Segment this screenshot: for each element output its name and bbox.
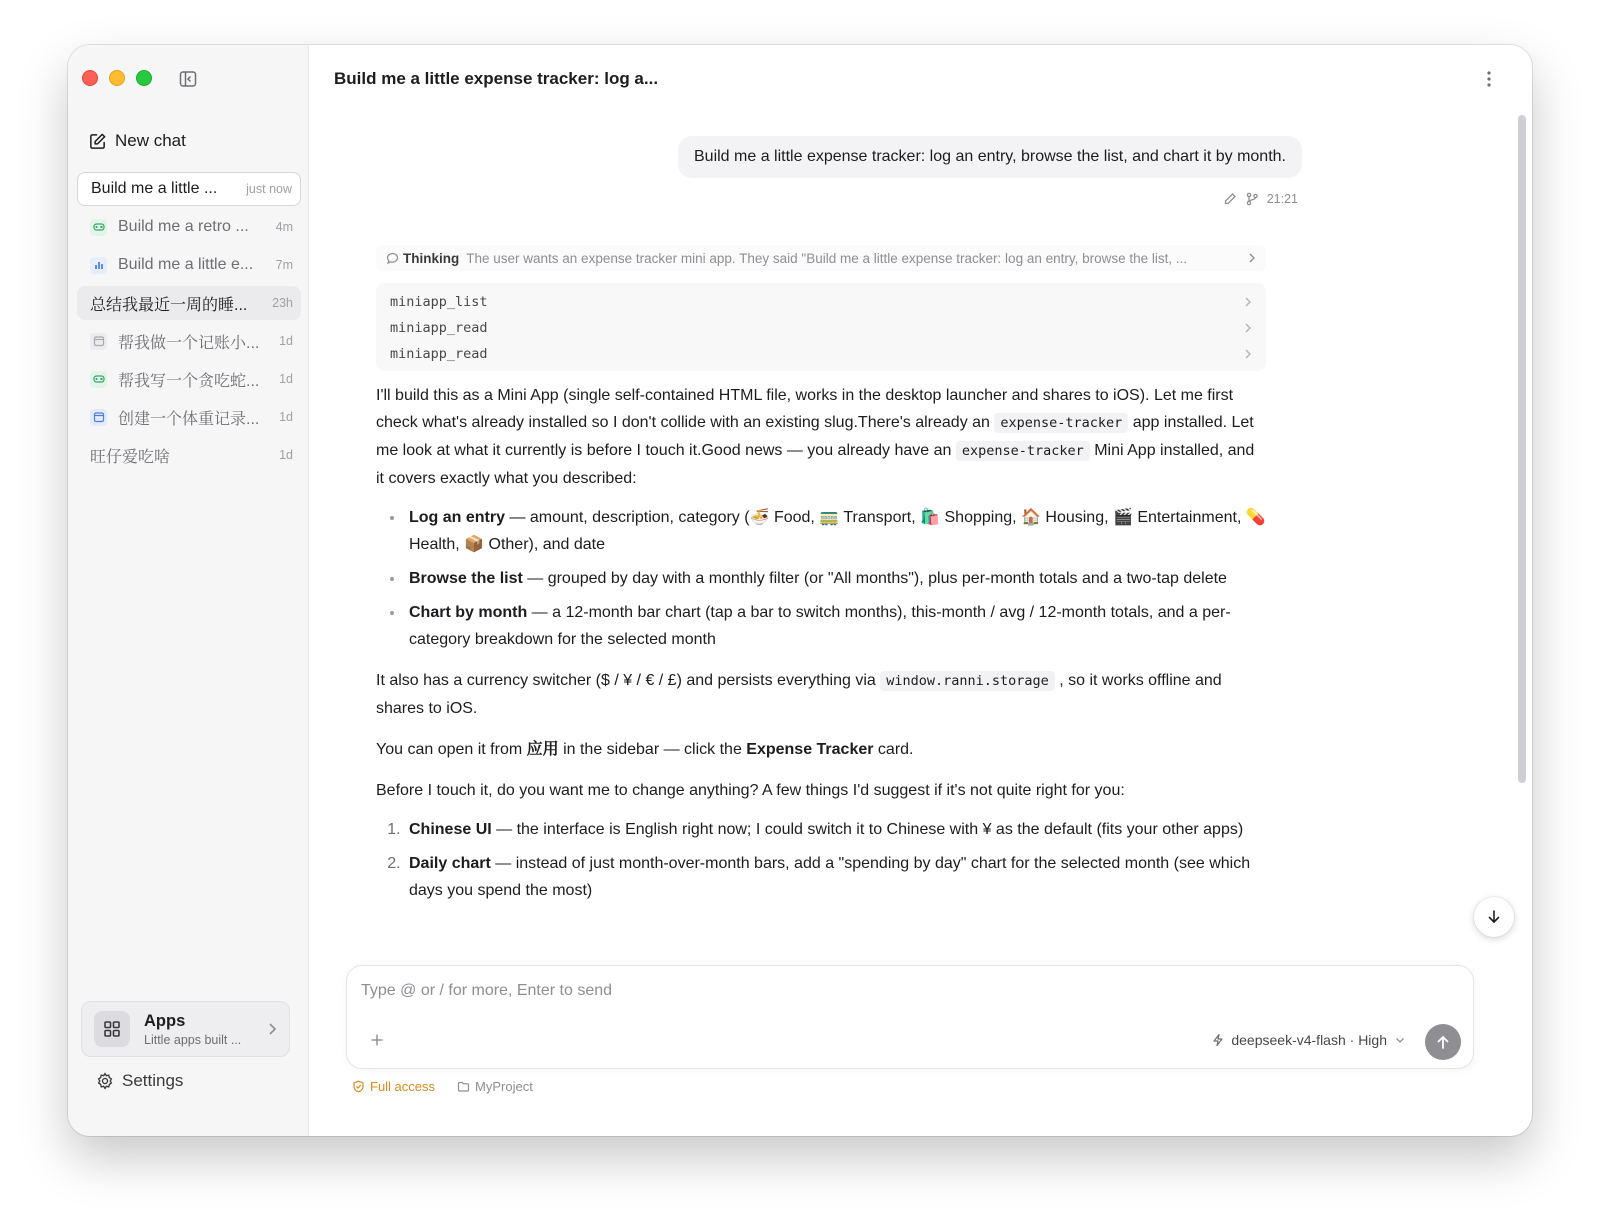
chat-item[interactable] [77,400,301,434]
thinking-label: Thinking [403,250,460,266]
apps-subtitle: Little apps built ... [144,1032,242,1047]
list-item: 2. Daily chart — instead of just month-over-month bars, add a "spending by day" chart for the selected month (see which days you spend the most) [405,850,1266,904]
scrollbar[interactable] [1518,115,1526,783]
chat-item-title: 旺仔爱吃啥 [90,448,171,466]
chat-item-time: 1d [279,372,293,386]
chevron-down-icon [1393,1033,1407,1047]
answer-paragraph: Before I touch it, do you want me to change anything? A few things I'd suggest if it's not quite right for you: [376,782,1125,799]
scroll-to-bottom-button[interactable] [1474,897,1514,937]
tool-call-name: miniapp_read [390,320,488,336]
settings-label: Settings [122,1071,184,1090]
add-attachment-icon[interactable] [369,1032,385,1048]
more-options-button[interactable] [1480,69,1498,89]
new-chat-label: New chat [115,131,186,150]
chat-item-time: 4m [275,220,293,234]
inline-code: expense-tracker [956,441,1090,461]
chat-list [77,172,301,476]
arrow-down-icon [1487,909,1501,925]
message-input[interactable] [361,982,1161,1000]
tool-calls [376,283,1266,371]
grid-icon [94,1011,130,1047]
access-toggle[interactable] [352,1079,435,1094]
branch-icon[interactable] [1245,192,1259,206]
tool-call-row[interactable] [390,341,1252,367]
chat-item-time: 1d [279,448,293,462]
apps-title: Apps [144,1011,186,1030]
edit-icon[interactable] [1223,192,1237,206]
chat-item[interactable] [77,362,301,396]
model-name: deepseek-v4-flash · High [1231,1032,1387,1048]
thinking-row[interactable] [376,245,1266,271]
arrow-up-icon [1436,1034,1450,1050]
chat-item-time: 1d [279,410,293,424]
shield-icon [352,1080,365,1093]
chat-item-title: 创建一个体重记录... [118,410,260,428]
close-window-button[interactable] [82,70,98,86]
calendar-icon [90,409,107,426]
answer-paragraph: I'll build this as a Mini App (single self-contained HTML file, works in the desktop launcher and shares to iOS). Let me first check what's already installed so I don't collide with an existing slug.There's already an expense-tracker app installed. Let me look at what it currently is before I touch it.Good news — you already have an expense-tracker Mini App installed, and it covers exactly what you described: [376,387,1255,487]
list-item: • Chart by month — a 12-month bar chart (tap a bar to switch months), this-month / avg / 12-month totals, and a per-category breakdown for the selected month [405,599,1266,653]
gear-icon [96,1072,114,1090]
sidebar [68,45,309,1136]
project-label: MyProject [475,1079,533,1094]
chat-item-title: Build me a little e... [118,256,254,273]
answer-paragraph: It also has a currency switcher ($ / ¥ / € / £) and persists everything via window.ranni.storage , so it works offline and shares to iOS. [376,672,1222,717]
chat-item[interactable] [77,210,301,244]
chat-item[interactable] [77,248,301,282]
project-selector[interactable] [457,1079,533,1094]
compose-icon [88,132,107,151]
zoom-window-button[interactable] [136,70,152,86]
chat-item-title: 帮我做一个记账小... [118,334,260,352]
chart-icon [90,257,107,274]
tool-call-row[interactable] [390,315,1252,341]
chevron-right-icon [1244,348,1252,360]
inline-code: expense-tracker [994,413,1128,433]
gamepad-icon [90,219,107,236]
chevron-right-icon [267,1022,277,1036]
main-panel [310,45,1532,1136]
tool-call-name: miniapp_read [390,346,488,362]
chat-item-title: Build me a retro ... [118,218,249,235]
chat-item-time: 23h [272,296,293,310]
send-button[interactable] [1425,1024,1461,1060]
user-message: Build me a little expense tracker: log an entry, browse the list, and chart it by month. [678,136,1302,178]
chat-item[interactable] [77,172,301,206]
chevron-right-icon [1248,252,1256,264]
chat-item-title: Build me a little ... [91,180,218,197]
chat-item-title: 帮我写一个贪吃蛇... [118,372,260,390]
apps-card[interactable] [81,1001,290,1057]
sidebar-toggle-icon[interactable] [179,70,197,88]
thinking-text: The user wants an expense tracker mini app. They said "Build me a little expense tracker: log an entry, browse the list, ... [466,250,1188,266]
gamepad-icon [90,371,107,388]
more-vertical-icon [1487,71,1491,87]
suggestion-list [376,816,1266,904]
message-meta [1223,192,1298,206]
chevron-right-icon [1244,322,1252,334]
new-chat-button[interactable] [88,131,186,151]
chat-item[interactable] [77,438,301,472]
chat-item[interactable] [77,324,301,358]
lightning-icon [1211,1033,1225,1047]
thought-bubble-icon [386,252,399,265]
message-time: 21:21 [1266,192,1298,206]
access-label: Full access [370,1079,436,1094]
window-controls [82,70,152,86]
feature-list [376,504,1266,653]
page-title: Build me a little expense tracker: log a... [334,69,659,88]
folder-icon [457,1080,470,1093]
minimize-window-button[interactable] [109,70,125,86]
list-item: • Browse the list — grouped by day with a monthly filter (or "All months"), plus per-month totals and a two-tap delete [405,565,1266,592]
tool-call-name: miniapp_list [390,294,488,310]
model-selector[interactable] [1211,1032,1407,1048]
assistant-message [376,382,1266,918]
answer-paragraph: You can open it from 应用 in the sidebar — click the Expense Tracker card. [376,741,914,758]
composer-footer [352,1079,533,1094]
chevron-right-icon [1244,296,1252,308]
inline-code: window.ranni.storage [880,671,1055,691]
tool-call-row[interactable] [390,289,1252,315]
app-window [68,45,1532,1136]
list-item: • Log an entry — amount, description, category (🍜 Food, 🚃 Transport, 🛍️ Shopping, 🏠 Housing, 🎬 Entertainment, 💊 Health, 📦 Other), and date [405,504,1266,558]
chat-item[interactable] [77,286,301,320]
settings-button[interactable] [96,1071,183,1091]
calendar-icon [90,333,107,350]
chat-item-time: 7m [275,258,293,272]
composer [346,965,1474,1069]
chat-item-time: 1d [279,334,293,348]
chat-item-title: 总结我最近一周的睡... [90,296,248,314]
list-item: 1. Chinese UI — the interface is English right now; I could switch it to Chinese with ¥ as the default (fits your other apps) [405,816,1266,843]
chat-item-time: just now [246,182,292,196]
